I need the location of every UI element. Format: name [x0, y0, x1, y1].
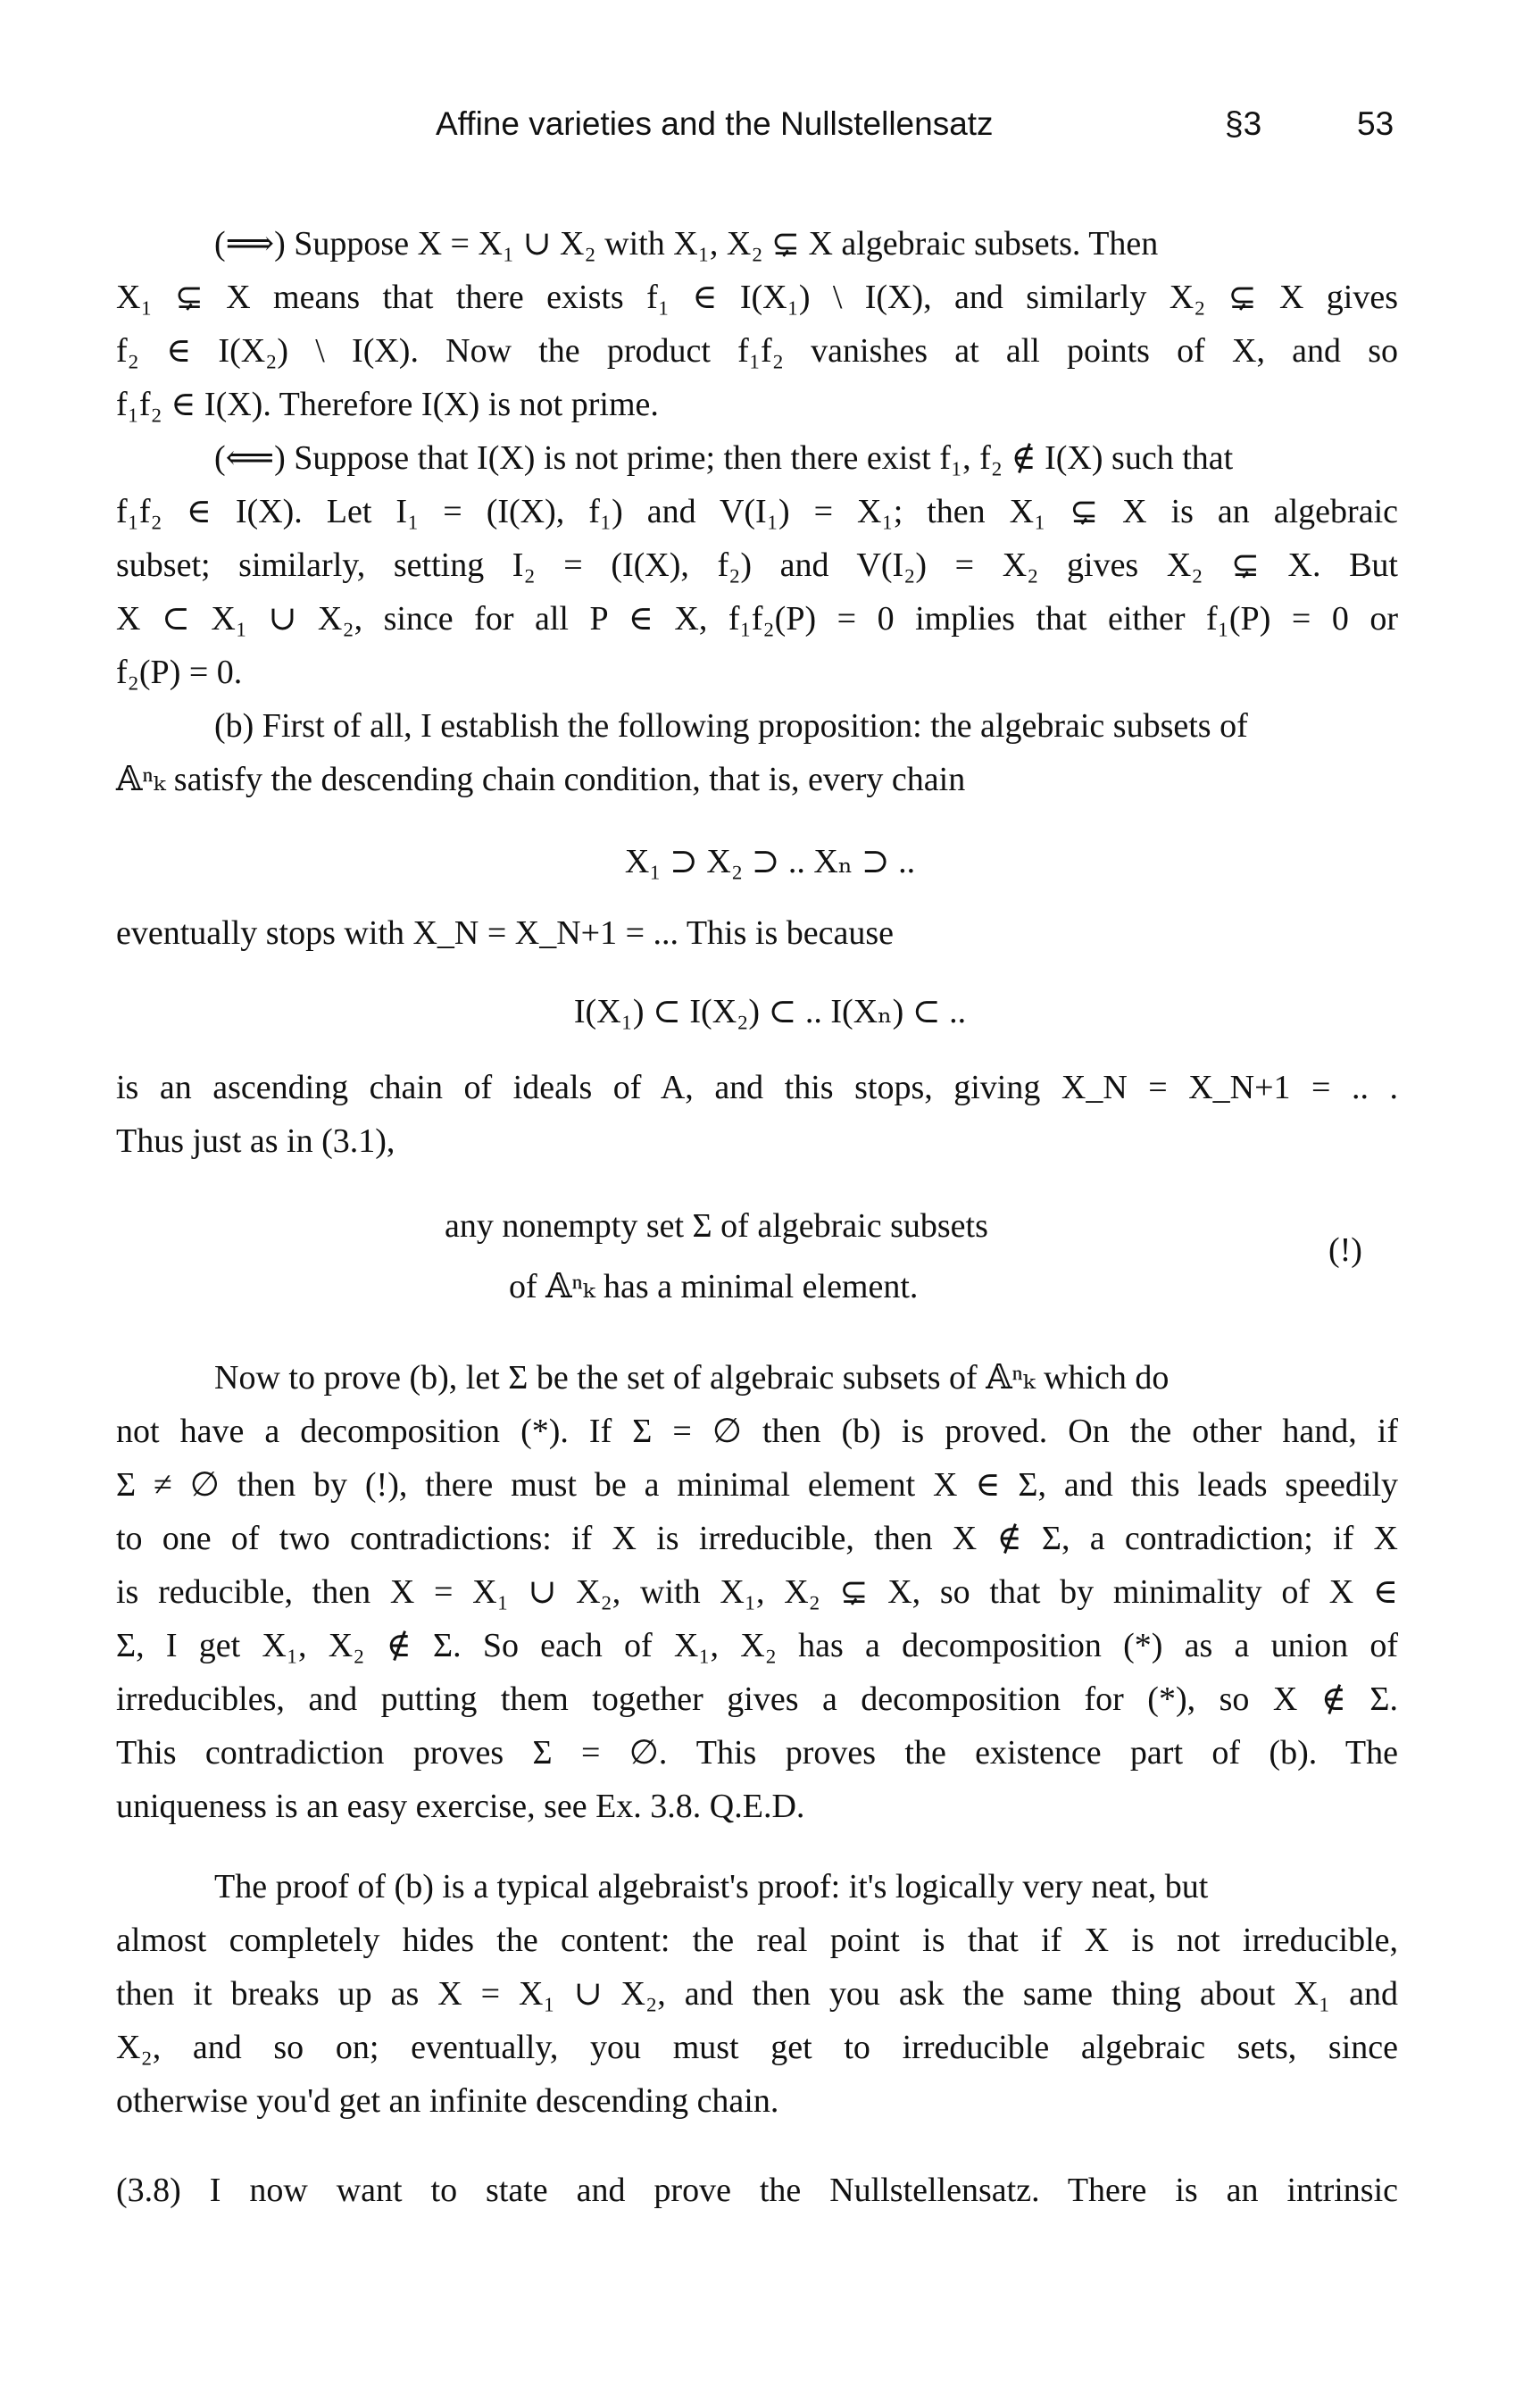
- text-line: The proof of (b) is a typical algebraist's proof: it's logically very neat, but: [214, 1868, 1209, 1905]
- text-line: Σ, I get X₁, X₂ ∉ Σ. So each of X₁, X₂ has a decomposition (*) as a union of: [116, 1627, 1398, 1664]
- text-line: Σ ≠ ∅ then by (!), there must be a minimal element X ∈ Σ, and this leads speedily: [116, 1466, 1398, 1504]
- display-statement: of 𝔸ⁿₖ has a minimal element.: [509, 1268, 919, 1305]
- text-line: Now to prove (b), let Σ be the set of algebraic subsets of 𝔸ⁿₖ which do: [214, 1359, 1170, 1397]
- text-line: eventually stops with X_N = X_N+1 = ... This is because: [116, 914, 894, 952]
- equation-tag: (!): [1328, 1231, 1362, 1269]
- text-line: (b) First of all, I establish the following proposition: the algebraic subsets of: [214, 707, 1248, 745]
- running-header: [0, 105, 1540, 159]
- text-line: (3.8) I now want to state and prove the Nullstellensatz. There is an intrinsic: [116, 2172, 1398, 2209]
- text-line: is an ascending chain of ideals of A, and this stops, giving X_N = X_N+1 = .. .: [116, 1069, 1398, 1106]
- text-line: (⟸) Suppose that I(X) is not prime; then there exist f₁, f₂ ∉ I(X) such that: [214, 439, 1234, 477]
- display-formula: I(X₁) ⊂ I(X₂) ⊂ .. I(Xₙ) ⊂ ..: [573, 993, 967, 1030]
- text-line: X₂, and so on; eventually, you must get to irreducible algebraic sets, since: [116, 2029, 1398, 2066]
- text-line: 𝔸ⁿₖ satisfy the descending chain condition, that is, every chain: [116, 761, 966, 798]
- text-line: then it breaks up as X = X₁ ∪ X₂, and then you ask the same thing about X₁ and: [116, 1975, 1398, 2013]
- chapter-title: Affine varieties and the Nullstellensatz: [436, 105, 994, 142]
- text-line: (⟹) Suppose X = X₁ ∪ X₂ with X₁, X₂ ⊊ X algebraic subsets. Then: [214, 225, 1159, 263]
- text-line: Thus just as in (3.1),: [116, 1122, 395, 1160]
- text-line: This contradiction proves Σ = ∅. This proves the existence part of (b). The: [116, 1734, 1398, 1772]
- display-formula: X₁ ⊃ X₂ ⊃ .. Xₙ ⊃ ..: [624, 843, 916, 880]
- text-line: is reducible, then X = X₁ ∪ X₂, with X₁, X₂ ⊊ X, so that by minimality of X ∈: [116, 1573, 1398, 1611]
- text-line: f₂(P) = 0.: [116, 654, 243, 691]
- text-line: subset; similarly, setting I₂ = (I(X), f₂) and V(I₂) = X₂ gives X₂ ⊊ X. But: [116, 546, 1398, 584]
- text-line: f₁f₂ ∈ I(X). Let I₁ = (I(X), f₁) and V(I₁) = X₁; then X₁ ⊊ X is an algebraic: [116, 493, 1398, 530]
- section-number: §3: [1225, 105, 1262, 142]
- display-statement: any nonempty set Σ of algebraic subsets: [445, 1207, 988, 1245]
- text-line: X₁ ⊊ X means that there exists f₁ ∈ I(X₁) \ I(X), and similarly X₂ ⊊ X gives: [116, 279, 1398, 316]
- text-line: f₁f₂ ∈ I(X). Therefore I(X) is not prime.: [116, 386, 659, 423]
- text-line: to one of two contradictions: if X is irreducible, then X ∉ Σ, a contradiction; if X: [116, 1520, 1398, 1557]
- text-line: X ⊂ X₁ ∪ X₂, since for all P ∈ X, f₁f₂(P) = 0 implies that either f₁(P) = 0 or: [116, 600, 1398, 638]
- text-line: almost completely hides the content: the real point is that if X is not irreducible,: [116, 1922, 1398, 1959]
- text-line: uniqueness is an easy exercise, see Ex. 3.8. Q.E.D.: [116, 1788, 805, 1825]
- text-line: f₂ ∈ I(X₂) \ I(X). Now the product f₁f₂ vanishes at all points of X, and so: [116, 332, 1398, 370]
- text-line: irreducibles, and putting them together gives a decomposition for (*), so X ∉ Σ.: [116, 1680, 1398, 1718]
- page-number: 53: [1357, 105, 1394, 142]
- text-line: otherwise you'd get an infinite descending chain.: [116, 2082, 779, 2120]
- text-line: not have a decomposition (*). If Σ = ∅ then (b) is proved. On the other hand, if: [116, 1413, 1398, 1450]
